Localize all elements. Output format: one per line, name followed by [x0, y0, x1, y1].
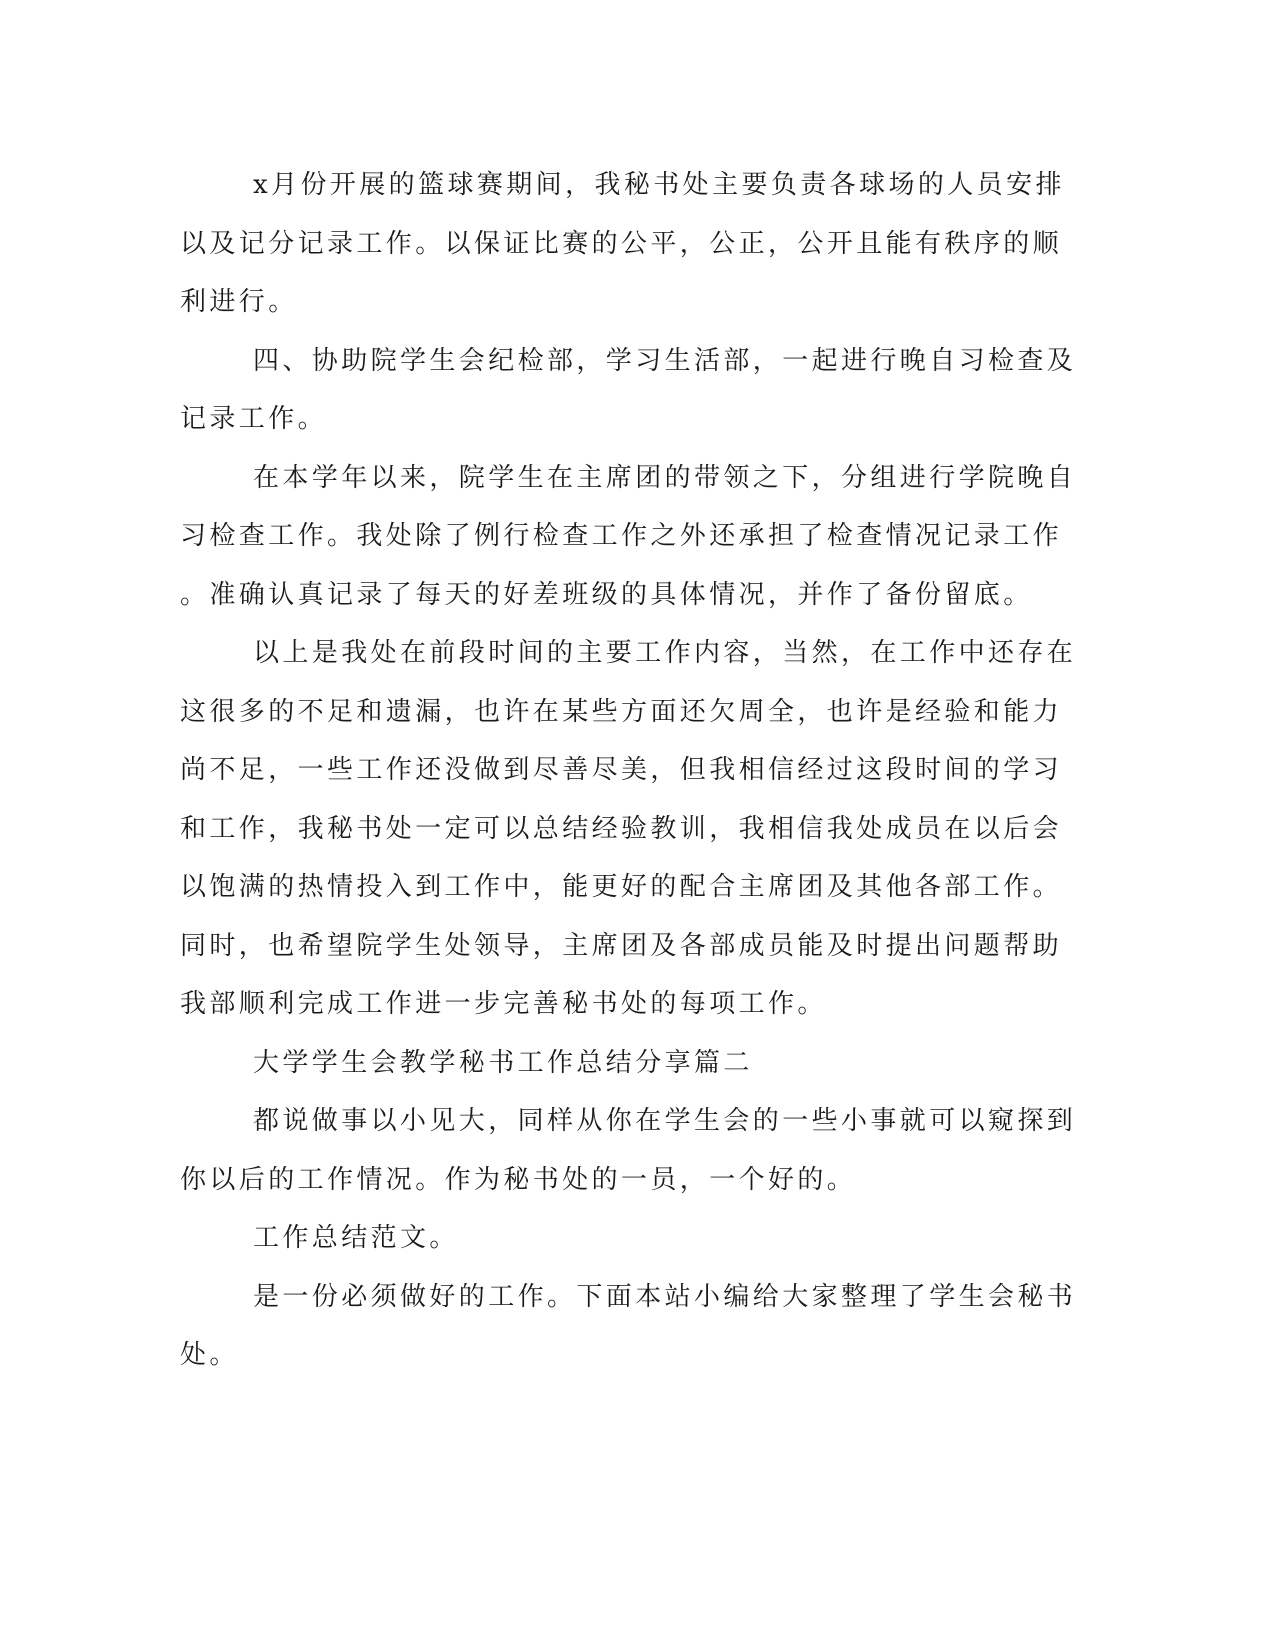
text-line: 以及记分记录工作。以保证比赛的公平，公正，公开且能有秩序的顺: [180, 228, 1063, 259]
document-body: [180, 156, 1077, 1385]
text-line: 和工作，我秘书处一定可以总结经验教训，我相信我处成员在以后会: [180, 813, 1063, 844]
text-line: x月份开展的篮球赛期间，我秘书处主要负责各球场的人员安排: [253, 170, 1065, 200]
section-heading: 大学学生会教学秘书工作总结分享篇二: [253, 1047, 753, 1078]
text-line: 。准确认真记录了每天的好差班级的具体情况，并作了备份留底。: [180, 579, 1033, 610]
text-line: 我部顺利完成工作进一步完善秘书处的每项工作。: [180, 989, 827, 1019]
text-line: 尚不足，一些工作还没做到尽善尽美，但我相信经过这段时间的学习: [180, 755, 1063, 785]
text-line: 在本学年以来，院学生在主席团的带领之下，分组进行学院晚自: [253, 462, 1077, 493]
text-line: 以上是我处在前段时间的主要工作内容，当然，在工作中还存在: [253, 638, 1077, 668]
text-line: 工作总结范文。: [253, 1223, 459, 1253]
text-line: 都说做事以小见大，同样从你在学生会的一些小事就可以窥探到: [253, 1106, 1077, 1136]
text-line: 处。: [180, 1340, 239, 1370]
text-line: 习检查工作。我处除了例行检查工作之外还承担了检查情况记录工作: [180, 521, 1063, 551]
text-line: 这很多的不足和遗漏，也许在某些方面还欠周全，也许是经验和能力: [180, 696, 1063, 727]
text-line: 以饱满的热情投入到工作中，能更好的配合主席团及其他各部工作。: [180, 872, 1063, 902]
text-line: 同时，也希望院学生处领导，主席团及各部成员能及时提出问题帮助: [180, 930, 1063, 961]
text-line: 四、协助院学生会纪检部，学习生活部，一起进行晚自习检查及: [253, 345, 1077, 376]
text-line: 记录工作。: [180, 404, 328, 434]
text-line: 利进行。: [180, 287, 298, 317]
text-line: 是一份必须做好的工作。下面本站小编给大家整理了学生会秘书: [253, 1281, 1077, 1312]
text-line: 你以后的工作情况。作为秘书处的一员，一个好的。: [180, 1164, 857, 1195]
